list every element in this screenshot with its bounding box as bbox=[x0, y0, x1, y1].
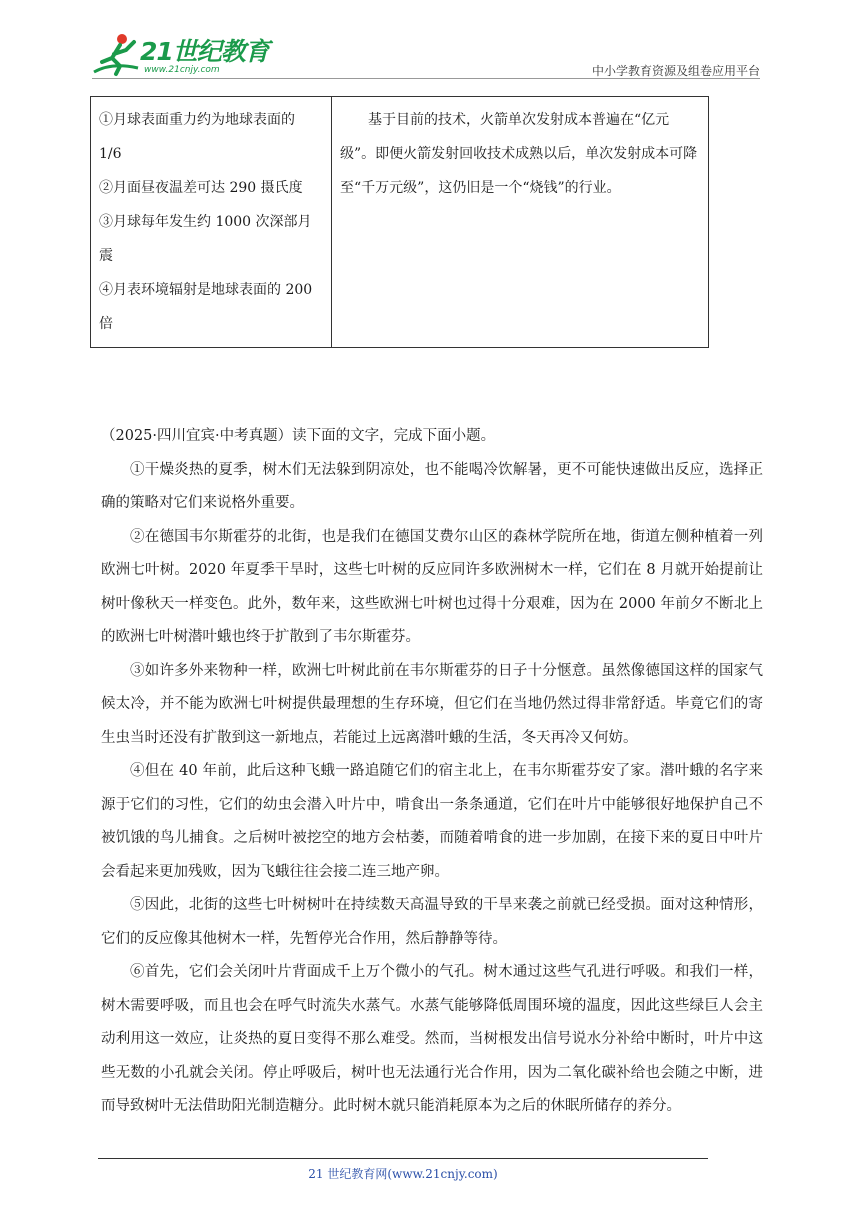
passage-paragraph: ⑤因此，北街的这些七叶树树叶在持续数天高温导致的干旱来袭之前就已经受损。面对这种情形，它们的反应像其他树木一样，先暂停光合作用，然后静静等待。 bbox=[101, 897, 763, 947]
header-divider bbox=[92, 78, 760, 79]
platform-name: 中小学教育资源及组卷应用平台 bbox=[591, 64, 760, 78]
table-left-line: ③月球每年发生约 1000 次深部月 bbox=[99, 214, 312, 230]
table-left-line: ④月表环境辐射是地球表面的 200 bbox=[99, 282, 313, 298]
footer-text: 21 世纪教育网(www.21cnjy.com) bbox=[308, 1167, 498, 1181]
page-header bbox=[92, 30, 760, 80]
table-left-line: ①月球表面重力约为地球表面的 bbox=[99, 112, 295, 128]
passage-paragraph: ②在德国韦尔斯霍芬的北街，也是我们在德国艾费尔山区的森林学院所在地，街道左侧种植着一列欧洲七叶树。2020 年夏季干旱时，这些七叶树的反应同许多欧洲树木一样，它们在 8 月就开始提前让树叶像秋天一样变色。此外，数年来，这些欧洲七叶树也过得十分艰难，因为在 2000 年前夕不断北上的欧洲七叶树潜叶蛾也终于扩散到了韦尔斯霍芬。 bbox=[101, 528, 763, 645]
table-row bbox=[91, 97, 709, 348]
footer-divider bbox=[98, 1158, 708, 1159]
logo-url: www.21cnjy.com bbox=[144, 65, 220, 75]
site-logo bbox=[92, 32, 269, 78]
table-left-line: 倍 bbox=[99, 316, 113, 332]
table-left-line: 1/6 bbox=[99, 146, 122, 162]
runner-logo-icon bbox=[92, 32, 142, 78]
passage-source: （2025·四川宜宾·中考真题）读下面的文字，完成下面小题。 bbox=[101, 428, 496, 444]
table-left-line: 震 bbox=[99, 248, 113, 264]
table-cell-left bbox=[91, 97, 332, 348]
table-cell-right bbox=[332, 97, 709, 348]
logo-text: 21世纪教育 bbox=[140, 37, 269, 66]
table-right-text: 基于目前的技术，火箭单次发射成本普遍在“亿元级”。即便火箭发射回收技术成熟以后，单次发射成本可降至“千万元级”，这仍旧是一个“烧钱”的行业。 bbox=[340, 112, 698, 196]
passage-paragraph: ④但在 40 年前，此后这种飞蛾一路追随它们的宿主北上，在韦尔斯霍芬安了家。潜叶蛾的名字来源于它们的习性，它们的幼虫会潜入叶片中，啃食出一条条通道，它们在叶片中能够很好地保护自己不被饥饿的鸟儿捕食。之后树叶被挖空的地方会枯萎，而随着啃食的进一步加剧，在接下来的夏日中叶片会看起来更加残败，因为飞蛾往往会接二连三地产卵。 bbox=[101, 763, 763, 880]
passage-paragraph: ①干燥炎热的夏季，树木们无法躲到阴凉处，也不能喝冷饮解暑，更不可能快速做出反应，选择正确的策略对它们来说格外重要。 bbox=[101, 461, 763, 511]
passage-paragraph: ⑥首先，它们会关闭叶片背面成千上万个微小的气孔。树木通过这些气孔进行呼吸。和我们一样，树木需要呼吸，而且也会在呼气时流失水蒸气。水蒸气能够降低周围环境的温度，因此这些绿巨人会主动利用这一效应，让炎热的夏日变得不那么难受。然而，当树根发出信号说水分补给中断时，叶片中这些无数的小孔就会关闭。停止呼吸后，树叶也无法通行光合作用，因为二氧化碳补给也会随之中断，进而导致树叶无法借助阳光制造糖分。此时树木就只能消耗原本为之后的休眠所储存的养分。 bbox=[101, 964, 763, 1114]
info-table bbox=[90, 96, 709, 348]
passage-paragraph: ③如许多外来物种一样，欧洲七叶树此前在韦尔斯霍芬的日子十分惬意。虽然像德国这样的国家气候太冷，并不能为欧洲七叶树提供最理想的生存环境，但它们在当地仍然过得非常舒适。毕竟它们的寄生虫当时还没有扩散到这一新地点，若能过上远离潜叶蛾的生活，冬天再冷又何妨。 bbox=[101, 662, 763, 746]
table-left-line: ②月面昼夜温差可达 290 摄氏度 bbox=[99, 180, 303, 196]
reading-passage bbox=[101, 420, 763, 1124]
